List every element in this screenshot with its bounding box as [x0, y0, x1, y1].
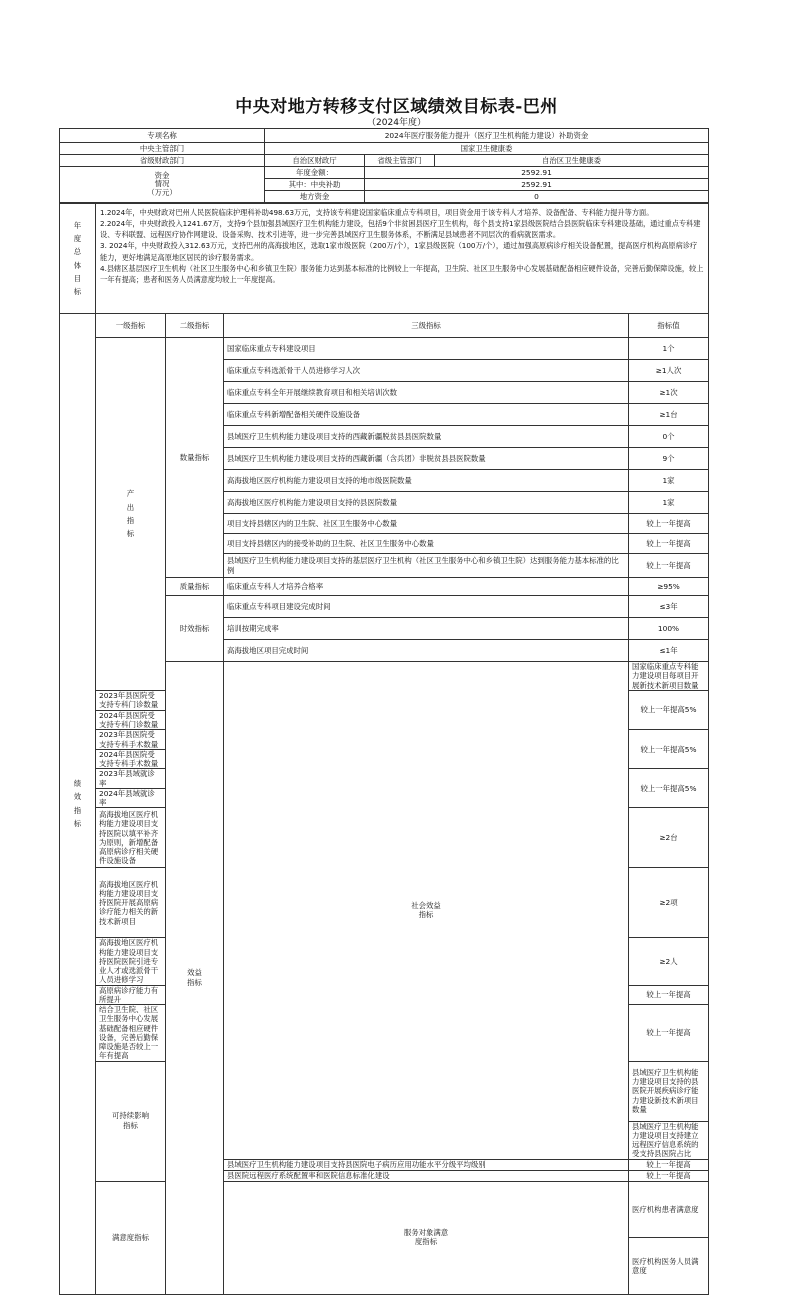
- indicator-name: 结合卫生院、社区卫生服务中心发展基础配备相应硬件设备，完善后勤保障设施是否较上一年有提高: [96, 1005, 166, 1062]
- indicator-name: 县域医疗卫生机构能力建设项目支持的基层医疗卫生机构（社区卫生服务中心和乡镇卫生院）达到服务能力基本标准的比例: [224, 554, 629, 578]
- indicator-name: 医疗机构患者满意度: [629, 1181, 709, 1238]
- indicator-name: 临床重点专科项目建设完成时间: [224, 596, 629, 618]
- prov-finance: 自治区财政厅: [265, 155, 365, 167]
- indicator-value: 较上一年提高: [629, 985, 709, 1005]
- indicator-value: 9个: [629, 448, 709, 470]
- overall-label-char: 体: [73, 260, 82, 270]
- prov-dept-label: 省级主管部门: [365, 155, 435, 167]
- perf-label-char: 绩: [73, 779, 82, 789]
- indicator-name: 国家临床重点专科建设项目: [224, 338, 629, 360]
- indicator-name: 医疗机构医务人员满意度: [629, 1238, 709, 1295]
- overall-label-char: 年: [73, 220, 82, 230]
- indicator-value: ≥2台: [629, 808, 709, 868]
- indicator-value: 较上一年提高5%: [629, 730, 709, 769]
- indicator-name: 2024年县医院受支持专科门诊数量: [96, 710, 166, 730]
- annual-amount-label: 年度金额：: [265, 167, 365, 179]
- central-dept: 国家卫生健康委: [265, 143, 709, 155]
- funds-label-line: 资金: [154, 170, 170, 180]
- indicator-name: 县域医疗卫生机构能力建设项目支持建立远程医疗信息系统的受支持县医院占比: [629, 1121, 709, 1159]
- indicator-name: 2024年县医院受支持专科手术数量: [96, 749, 166, 769]
- header-level3: 三级指标: [224, 314, 629, 338]
- indicator-value: 1家: [629, 492, 709, 514]
- group-social: [224, 662, 629, 1160]
- group-char: 标: [126, 529, 135, 539]
- indicator-value: 100%: [629, 618, 709, 640]
- indicator-value: 1个: [629, 338, 709, 360]
- indicator-name: 项目支持县辖区内的卫生院、社区卫生服务中心数量: [224, 514, 629, 534]
- indicator-name: 县域医疗卫生机构能力建设项目支持的西藏新疆脱贫县县医院数量: [224, 426, 629, 448]
- project-name-label: 专项名称: [60, 129, 265, 143]
- indicator-name: 国家临床重点专科能力建设项目每项目开展新技术新项目数量: [629, 662, 709, 691]
- goal-paragraph: 2.2024年，中央财政投入1241.67万，支持9个县加强县域医疗卫生机构能力建设，包括9个非贫困县医疗卫生机构，每个县支持1家县级医院结合县医院临床专科建设基础，通过重点专科建设、专科联盟、远程医疗协作网建设、设备采购、技术引进等，进一步完善县域医疗卫生服务体系，不断满足县域患者不同层次的看病就医需求。: [100, 219, 701, 240]
- group-char: 产: [126, 489, 135, 499]
- indicator-name: 高海拔地区医疗机构能力建设项目支持医院开展高原病诊疗能力相关的新技术新项目: [96, 868, 166, 938]
- indicator-name: 高海拔地区医疗机构能力建设项目支持医院医院引进专业人才或选派骨干人员进修学习: [96, 938, 166, 985]
- indicator-name: 县域医疗卫生机构能力建设项目支持县医院电子病历应用功能水平分级平均级别: [224, 1159, 629, 1170]
- group-quantity: 数量指标: [166, 338, 224, 578]
- indicator-value: ≥1人次: [629, 360, 709, 382]
- indicator-name: 2023年县医院受支持专科门诊数量: [96, 690, 166, 710]
- annual-amount: 2592.91: [365, 167, 709, 179]
- indicator-value: 较上一年提高5%: [629, 769, 709, 808]
- header-level1: 一级指标: [96, 314, 166, 338]
- overall-label-char: 度: [73, 233, 82, 243]
- indicator-value: 较上一年提高: [629, 1170, 709, 1181]
- overall-label-char: 目: [73, 273, 82, 283]
- group-sustainable: [96, 1061, 166, 1181]
- perf-label-char: 标: [73, 819, 82, 829]
- central-dept-label: 中央主管部门: [60, 143, 265, 155]
- indicator-value: 较上一年提高: [629, 1005, 709, 1062]
- indicator-value: ≥2人: [629, 938, 709, 985]
- indicator-name: 高原病诊疗能力有所提升: [96, 985, 166, 1005]
- group-line: 社会效益: [411, 900, 441, 910]
- overall-goals-table: [59, 203, 709, 314]
- group-benefit: [166, 662, 224, 1295]
- indicator-value: 较上一年提高: [629, 534, 709, 554]
- indicator-name: 高海拔地区医疗机构能力建设项目支持医院以填平补齐为原则，新增配备高原病诊疗相关硬件设施设备: [96, 808, 166, 868]
- funds-label-line: 情况: [154, 179, 170, 189]
- indicator-name: 高海拔地区项目完成时间: [224, 640, 629, 662]
- central-subsidy-label: 其中：中央补助: [265, 179, 365, 191]
- indicator-value: ≤3年: [629, 596, 709, 618]
- group-line: 指标: [123, 1121, 138, 1130]
- local-funds-label: 地方资金: [265, 191, 365, 203]
- group-service-satisfaction: [224, 1181, 629, 1294]
- goal-paragraph: 3. 2024年，中央财政投入312.63万元，支持巴州的高海拔地区，选取1家市级医院（200万/个），1家县级医院（100万/个），通过加强高原病诊疗相关设备配置，提高医疗机构高原病诊疗能力，更好地满足高原地区居民的诊疗服务需求。: [100, 241, 698, 262]
- local-funds: 0: [365, 191, 709, 203]
- group-line: 效益: [187, 968, 202, 978]
- indicator-name: 高海拔地区医疗机构能力建设项目支持的地市级医院数量: [224, 470, 629, 492]
- indicator-name: 临床重点专科全年开展继续教育项目和相关培训次数: [224, 382, 629, 404]
- group-char: 出: [126, 502, 135, 512]
- indicator-name: 临床重点专科选派骨干人员进修学习人次: [224, 360, 629, 382]
- indicator-value: ≥95%: [629, 578, 709, 596]
- overall-label-char: 标: [73, 287, 82, 297]
- indicators-table: [59, 313, 709, 1295]
- overall-goals-label: [60, 204, 96, 314]
- indicator-name: 临床重点专科人才培养合格率: [224, 578, 629, 596]
- goal-paragraph: 1.2024年，中央财政对巴州人民医院临床护理科补助498.63万元，支持该专科建设国家临床重点专科项目，项目资金用于该专科人才培养、设备配备、专科能力提升等方面。: [100, 208, 654, 217]
- perf-label-char: 效: [73, 792, 82, 802]
- indicator-value: 较上一年提高: [629, 1159, 709, 1170]
- indicator-value: 0个: [629, 426, 709, 448]
- header-level2: 二级指标: [166, 314, 224, 338]
- project-name: 2024年医疗服务能力提升（医疗卫生机构能力建设）补助资金: [265, 129, 709, 143]
- header-table: [59, 128, 709, 203]
- indicator-name: 2023年县域就诊率: [96, 769, 166, 789]
- header-value: 指标值: [629, 314, 709, 338]
- indicator-value: 较上一年提高5%: [629, 690, 709, 730]
- indicator-value: 较上一年提高: [629, 554, 709, 578]
- funds-label-line: （万元）: [147, 187, 177, 197]
- funds-label: [60, 167, 265, 203]
- group-quality: 质量指标: [166, 578, 224, 596]
- page-title: 中央对地方转移支付区域绩效目标表-巴州: [235, 97, 558, 117]
- overall-label-char: 总: [73, 247, 82, 257]
- indicator-value: ≤1年: [629, 640, 709, 662]
- group-line: 可持续影响: [112, 1111, 149, 1121]
- indicator-name: 县域医疗卫生机构能力建设项目支持的西藏新疆（含兵团）非脱贫县县医院数量: [224, 448, 629, 470]
- central-subsidy: 2592.91: [365, 179, 709, 191]
- indicator-name: 2023年县医院受支持专科手术数量: [96, 730, 166, 750]
- goal-paragraph: 4.县辖区基层医疗卫生机构（社区卫生服务中心和乡镇卫生院）服务能力达到基本标准的比例较上一年提高，卫生院、社区卫生服务中心发展基础配备相应硬件设备，完善后勤保障设施，较上一年有提高；患者和医务人员满意度均较上一年度提高。: [100, 263, 704, 284]
- indicator-name: 高海拔地区医疗机构能力建设项目支持的县医院数量: [224, 492, 629, 514]
- prov-dept: 自治区卫生健康委: [435, 155, 709, 167]
- group-line: 度指标: [414, 1236, 438, 1246]
- indicator-value: ≥2项: [629, 868, 709, 938]
- performance-label: [60, 314, 96, 1295]
- indicator-value: 1家: [629, 470, 709, 492]
- group-satisfaction: 满意度指标: [96, 1181, 166, 1294]
- indicator-value: 较上一年提高: [629, 514, 709, 534]
- group-line: 服务对象满意: [403, 1228, 449, 1238]
- group-output: [96, 338, 166, 691]
- indicator-name: 县域医疗卫生机构能力建设项目支持的县医院开展疾病诊疗能力建设新技术新项目数量: [629, 1061, 709, 1121]
- group-line: 指标: [187, 977, 202, 987]
- indicator-name: 临床重点专科新增配备相关硬件设施设备: [224, 404, 629, 426]
- indicator-name: 2024年县域就诊率: [96, 788, 166, 808]
- overall-goals-text: [96, 204, 709, 314]
- prov-finance-label: 省级财政部门: [60, 155, 265, 167]
- group-timeliness: 时效指标: [166, 596, 224, 662]
- indicator-value: ≥1台: [629, 404, 709, 426]
- perf-label-char: 指: [73, 805, 82, 815]
- indicator-value: ≥1次: [629, 382, 709, 404]
- page-subtitle: （2024年度）: [367, 118, 426, 128]
- group-char: 指: [126, 515, 135, 525]
- indicator-name: 项目支持县辖区内的接受补助的卫生院、社区卫生服务中心数量: [224, 534, 629, 554]
- group-line: 指标: [418, 910, 434, 920]
- indicator-name: 培训按期完成率: [224, 618, 629, 640]
- indicator-name: 县医院远程医疗系统配置率和医院信息标准化建设: [224, 1170, 629, 1181]
